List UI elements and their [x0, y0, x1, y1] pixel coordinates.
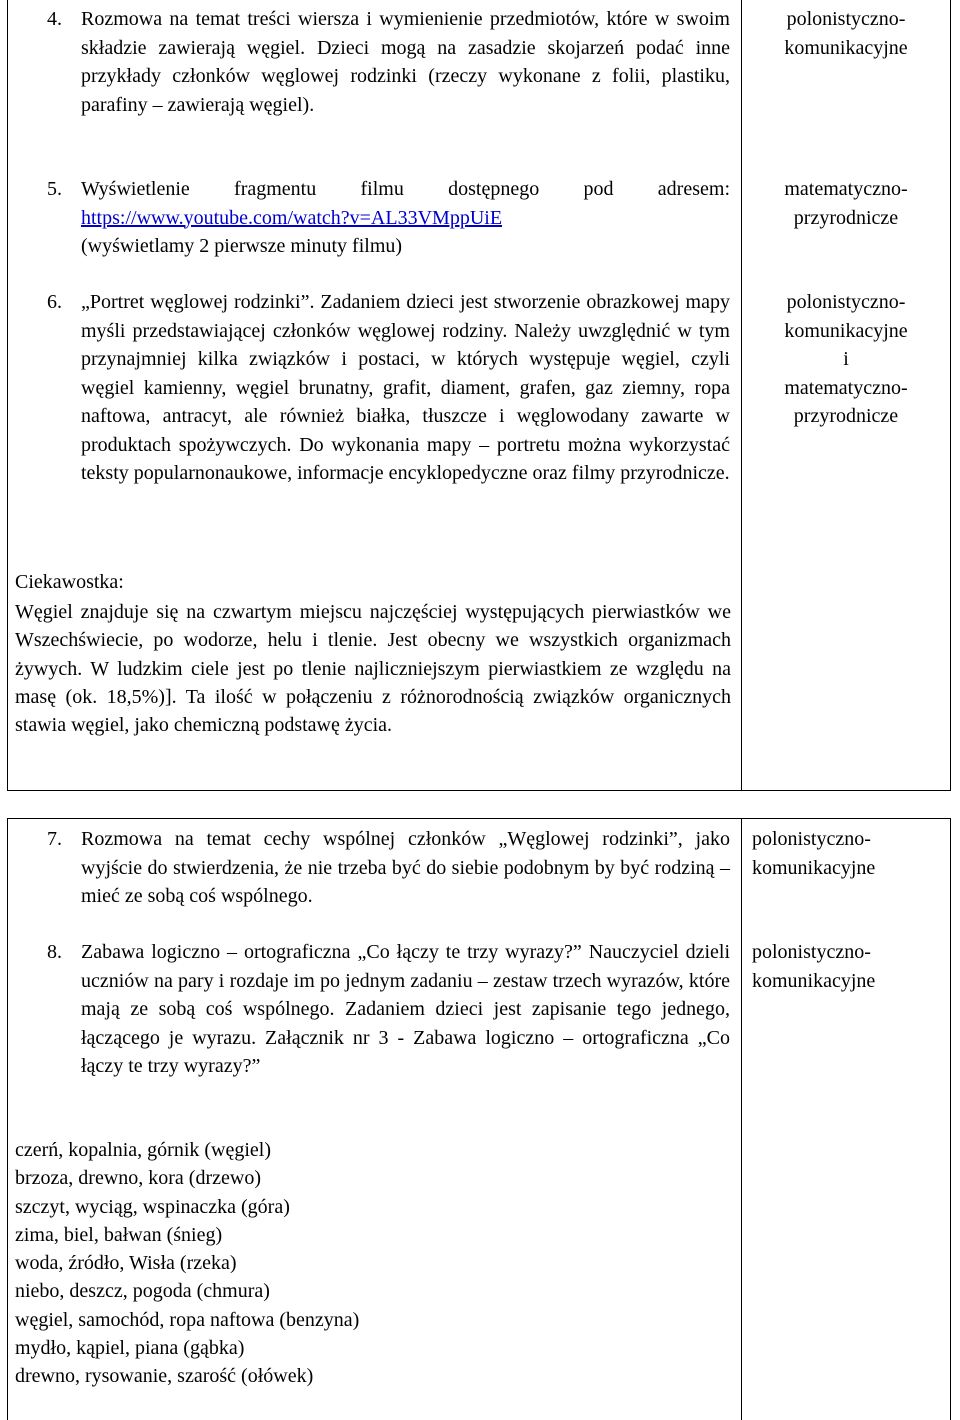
- fact-title: Ciekawostka:: [15, 571, 124, 593]
- area-line: matematyczno-: [784, 376, 908, 399]
- word-list-item: zima, biel, bałwan (śnieg): [15, 1223, 223, 1246]
- youtube-link[interactable]: https://www.youtube.com/watch?v=AL33VMppUiE: [81, 206, 503, 229]
- word-list-item: mydło, kąpiel, piana (gąbka): [15, 1337, 245, 1360]
- item-text: Rozmowa na temat cechy wspólnej członków „Węglowej rodzinki”, jako wyjście do stwierdzenia, że nie trzeba być do siebie podobnym by być rodziną – mieć ze sobą coś wspólnego.: [81, 828, 730, 907]
- education-area: [746, 5, 946, 62]
- table-border-mid-bottom: [741, 818, 742, 1420]
- item-text-part: Wyświetlenie fragmentu filmu dostępnego pod adresem:: [81, 178, 730, 200]
- area-line: przyrodnicze: [793, 405, 899, 427]
- item-number: 8.: [47, 941, 62, 963]
- item-text-part: (wyświetlamy 2 pierwsze minuty filmu): [81, 235, 403, 257]
- area-line: polonistyczno-: [786, 8, 906, 30]
- item-text: [81, 175, 730, 261]
- area-line: polonistyczno-: [752, 828, 871, 850]
- area-line: matematyczno-: [784, 178, 908, 200]
- table-border-left-bottom: [7, 818, 8, 1420]
- table-border-mid-top: [741, 0, 742, 790]
- word-list-item: czerń, kopalnia, górnik (węgiel): [15, 1139, 272, 1161]
- education-area: [752, 938, 947, 995]
- item-text: Zabawa logiczno – ortograficzna „Co łączy te trzy wyrazy?” Nauczyciel dzieli uczniów na pary i rozdaje im po jednym zadaniu – zestaw trzech wyrazów, które mają ze sobą coś wspólnego. Zadaniem dzieci jest zapisanie tego jednego, łączącego je wyrazu. Załącznik nr 3 - Zabawa logiczno – ortograficzna „Co łączy te trzy wyrazy?”: [81, 941, 730, 1077]
- area-line: komunikacyjne: [752, 969, 876, 992]
- word-list-item: węgiel, samochód, ropa naftowa (benzyna): [15, 1308, 360, 1331]
- area-line: komunikacyjne: [784, 319, 908, 342]
- area-line: i: [843, 348, 849, 370]
- education-area: [746, 175, 946, 232]
- word-list-item: szczyt, wyciąg, wspinaczka (góra): [15, 1195, 290, 1218]
- word-list-item: woda, źródło, Wisła (rzeka): [15, 1252, 237, 1275]
- item-number: 7.: [47, 828, 62, 850]
- item-text: Rozmowa na temat treści wiersza i wymienienie przedmiotów, które w swoim składzie zawierają węgiel. Dzieci mogą na zasadzie skojarzeń podać inne przykłady członków węglowej rodzinki (rzeczy wykonane z folii, plastiku, parafiny – zawierają węgiel).: [81, 8, 730, 116]
- table-border-right-top: [950, 0, 951, 790]
- table-border-left-top: [7, 0, 8, 790]
- word-list-item: niebo, deszcz, pogoda (chmura): [15, 1280, 270, 1303]
- table-border-right-bottom: [950, 818, 951, 1420]
- word-list-item: brzoza, drewno, kora (drzewo): [15, 1167, 261, 1190]
- fact-body: Węgiel znajduje się na czwartym miejscu najczęściej występujących pierwiastków we Wszechświecie, po wodorze, helu i tlenie. Jest obecny we wszystkich organizmach żywych. W ludzkim ciele jest po tlenie najliczniejszym pierwiastkiem ze względu na masę (ok. 18,5%)]. Ta ilość w połączeniu z różnorodnością związków organicznych stawia węgiel, jako chemiczną podstawę życia.: [15, 601, 731, 737]
- area-line: komunikacyjne: [784, 36, 908, 59]
- table-border-h-top: [7, 790, 951, 791]
- area-line: polonistyczno-: [786, 291, 906, 313]
- table-border-h-bottom: [7, 818, 951, 819]
- area-line: polonistyczno-: [752, 941, 871, 963]
- item-number: 6.: [47, 291, 62, 313]
- area-line: przyrodnicze: [793, 206, 899, 229]
- education-area: [752, 825, 947, 882]
- education-area: [746, 288, 946, 431]
- word-list-item: drewno, rysowanie, szarość (ołówek): [15, 1365, 314, 1388]
- item-number: 5.: [47, 178, 62, 200]
- item-number: 4.: [47, 8, 62, 30]
- word-list: [15, 1136, 359, 1391]
- area-line: komunikacyjne: [752, 856, 876, 879]
- item-text: „Portret węglowej rodzinki”. Zadaniem dzieci jest stworzenie obrazkowej mapy myśli przedstawiającej członków węglowej rodziny. Należy uwzględnić w tym przynajmniej kilka związków i postaci, w których występuje węgiel, czyli węgiel kamienny, węgiel brunatny, grafit, diament, grafen, gaz ziemny, ropa naftowa, antracyt, ale również białka, tłuszcze i węglowodany zawarte w produktach spożywczych. Do wykonania mapy – portretu można wykorzystać teksty popularnonaukowe, informacje encyklopedyczne oraz filmy przyrodnicze.: [81, 291, 730, 484]
